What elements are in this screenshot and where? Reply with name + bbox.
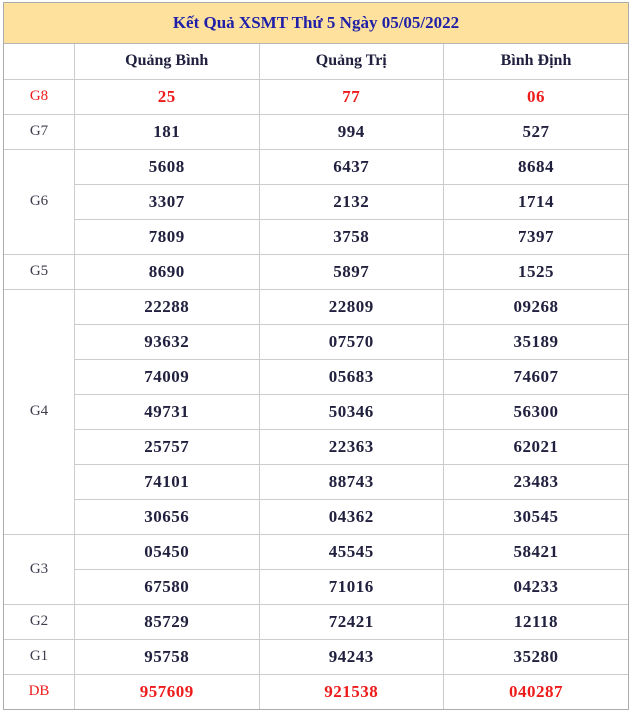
table-row — [4, 604, 628, 639]
table-row — [4, 289, 628, 324]
prize-value-cell: 22363 — [259, 429, 443, 464]
prize-value-cell: 49731 — [75, 394, 259, 429]
table-row — [4, 324, 628, 359]
prize-value-cell: 23483 — [443, 464, 628, 499]
table-row — [4, 114, 628, 149]
table-row — [4, 254, 628, 289]
prize-value-cell: 94243 — [259, 639, 443, 674]
prize-value-cell: 95758 — [75, 639, 259, 674]
prize-value-cell: 93632 — [75, 324, 259, 359]
table-row — [4, 674, 628, 709]
table-row — [4, 639, 628, 674]
prize-value-cell: 07570 — [259, 324, 443, 359]
prize-value-cell: 58421 — [443, 534, 628, 569]
prize-value-cell: 30656 — [75, 499, 259, 534]
table-body — [4, 79, 628, 709]
results-table — [4, 44, 628, 709]
prize-value-cell: 05450 — [75, 534, 259, 569]
prize-value-cell: 8690 — [75, 254, 259, 289]
prize-value-cell: 3758 — [259, 219, 443, 254]
prize-value-cell: 06 — [443, 79, 628, 114]
prize-value-cell: 67580 — [75, 569, 259, 604]
prize-label-g1: G1 — [4, 639, 75, 674]
prize-value-cell: 74101 — [75, 464, 259, 499]
prize-value-cell: 04233 — [443, 569, 628, 604]
prize-value-cell: 527 — [443, 114, 628, 149]
prize-label-g7: G7 — [4, 114, 75, 149]
table-row — [4, 149, 628, 184]
results-table-container — [3, 2, 629, 710]
prize-value-cell: 181 — [75, 114, 259, 149]
prize-label-g6: G6 — [4, 149, 75, 254]
prize-label-g3: G3 — [4, 534, 75, 604]
prize-value-cell: 50346 — [259, 394, 443, 429]
prize-value-cell: 74009 — [75, 359, 259, 394]
prize-value-cell: 72421 — [259, 604, 443, 639]
prize-value-cell: 62021 — [443, 429, 628, 464]
prize-value-cell: 7809 — [75, 219, 259, 254]
corner-cell — [4, 44, 75, 79]
prize-label-g4: G4 — [4, 289, 75, 534]
column-header-quang-tri: Quảng Trị — [259, 44, 443, 79]
prize-value-cell: 12118 — [443, 604, 628, 639]
prize-value-cell: 05683 — [259, 359, 443, 394]
prize-value-cell: 35189 — [443, 324, 628, 359]
table-header — [4, 44, 628, 79]
table-row — [4, 464, 628, 499]
prize-value-cell: 3307 — [75, 184, 259, 219]
table-row — [4, 534, 628, 569]
prize-value-cell: 5608 — [75, 149, 259, 184]
table-row — [4, 359, 628, 394]
prize-value-cell: 1714 — [443, 184, 628, 219]
table-row — [4, 569, 628, 604]
prize-value-cell: 5897 — [259, 254, 443, 289]
prize-label-g5: G5 — [4, 254, 75, 289]
prize-value-cell: 25 — [75, 79, 259, 114]
table-row — [4, 499, 628, 534]
prize-value-cell: 85729 — [75, 604, 259, 639]
column-header-quang-binh: Quảng Bình — [75, 44, 259, 79]
prize-label-g8: G8 — [4, 79, 75, 114]
prize-value-cell: 09268 — [443, 289, 628, 324]
prize-value-cell: 994 — [259, 114, 443, 149]
prize-value-cell: 88743 — [259, 464, 443, 499]
prize-value-cell: 04362 — [259, 499, 443, 534]
prize-value-cell: 30545 — [443, 499, 628, 534]
prize-value-cell: 77 — [259, 79, 443, 114]
prize-value-cell: 040287 — [443, 674, 628, 709]
prize-value-cell: 71016 — [259, 569, 443, 604]
table-row — [4, 184, 628, 219]
prize-value-cell: 921538 — [259, 674, 443, 709]
table-row — [4, 394, 628, 429]
column-header-binh-dinh: Bình Định — [443, 44, 628, 79]
prize-value-cell: 2132 — [259, 184, 443, 219]
page-title: Kết Quả XSMT Thứ 5 Ngày 05/05/2022 — [4, 3, 628, 44]
prize-value-cell: 22809 — [259, 289, 443, 324]
prize-label-db: DB — [4, 674, 75, 709]
prize-value-cell: 74607 — [443, 359, 628, 394]
prize-value-cell: 7397 — [443, 219, 628, 254]
header-row — [4, 44, 628, 79]
prize-value-cell: 56300 — [443, 394, 628, 429]
prize-value-cell: 25757 — [75, 429, 259, 464]
prize-value-cell: 45545 — [259, 534, 443, 569]
prize-value-cell: 957609 — [75, 674, 259, 709]
table-row — [4, 429, 628, 464]
prize-value-cell: 1525 — [443, 254, 628, 289]
prize-value-cell: 6437 — [259, 149, 443, 184]
prize-value-cell: 8684 — [443, 149, 628, 184]
table-row — [4, 79, 628, 114]
prize-value-cell: 22288 — [75, 289, 259, 324]
prize-label-g2: G2 — [4, 604, 75, 639]
table-row — [4, 219, 628, 254]
prize-value-cell: 35280 — [443, 639, 628, 674]
